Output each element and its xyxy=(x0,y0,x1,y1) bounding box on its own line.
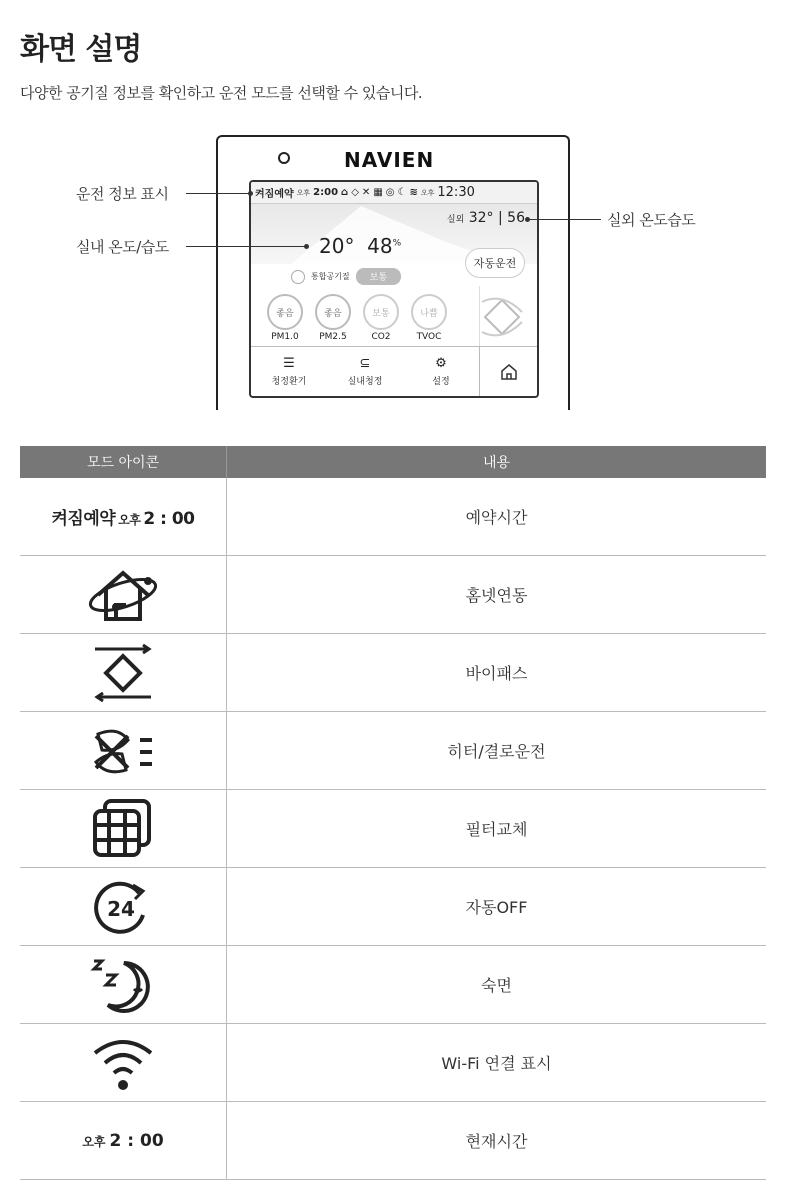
screen-bottom-bar xyxy=(251,346,537,396)
heater-icon xyxy=(88,726,158,776)
row-icon-cell xyxy=(20,946,227,1023)
row-desc: Wi-Fi 연결 표시 xyxy=(441,1054,552,1073)
table-row xyxy=(20,868,766,946)
table-row xyxy=(20,1024,766,1102)
row-icon-cell xyxy=(20,868,227,945)
row-desc: 예약시간 xyxy=(465,508,528,527)
device-brand: NAVIEN xyxy=(344,148,435,172)
wifi-icon: ≋ xyxy=(409,187,418,198)
table-header xyxy=(20,446,766,478)
filter-icon xyxy=(91,797,155,861)
outdoor-sep: | xyxy=(498,210,503,226)
purify-label: 실내청정 xyxy=(347,376,383,387)
table-row xyxy=(20,712,766,790)
clock-label xyxy=(82,1131,163,1151)
air-quality-row xyxy=(291,268,401,285)
purify-icon: ⊆ xyxy=(359,355,371,371)
clock-text xyxy=(20,1102,227,1179)
sensor-name: PM2.5 xyxy=(319,332,347,342)
callout-outdoor-line xyxy=(527,219,601,220)
row-desc: 바이패스 xyxy=(465,664,528,683)
outdoor-readout xyxy=(447,210,525,226)
sensor-state: 나쁨 xyxy=(411,294,447,330)
settings-button[interactable] xyxy=(403,347,479,396)
callout-indoor: 실내 온도/습도 xyxy=(76,238,169,256)
auto-off-icon: ◎ xyxy=(385,187,395,198)
indoor-unit: % xyxy=(392,238,402,249)
row-desc: 숙면 xyxy=(481,976,512,995)
purify-button[interactable] xyxy=(327,347,403,396)
sensor-pm10 xyxy=(267,294,303,342)
outdoor-label: 실외 xyxy=(446,215,465,225)
status-ampm: 오후 xyxy=(296,188,311,197)
air-quality-badge: 보통 xyxy=(356,268,401,285)
sensor-co2 xyxy=(363,294,399,342)
sleep-icon xyxy=(88,955,158,1015)
row-icon-cell xyxy=(20,1024,227,1101)
status-bar xyxy=(251,182,537,204)
outdoor-temp: 32° xyxy=(468,210,494,226)
settings-label: 설정 xyxy=(432,376,450,387)
heater-icon: ✕ xyxy=(361,187,371,198)
air-quality-icon xyxy=(291,270,305,284)
callout-indoor-line xyxy=(186,246,306,247)
device-screen xyxy=(249,180,539,398)
row-desc: 현재시간 xyxy=(465,1132,528,1151)
table-row xyxy=(20,790,766,868)
row-desc: 자동OFF xyxy=(465,898,528,917)
callout-status-line xyxy=(186,193,250,194)
clock-time: 2 : 00 xyxy=(109,1130,164,1151)
bypass-icon: ◇ xyxy=(351,187,359,198)
indoor-readout xyxy=(319,234,401,258)
page-title: 화면 설명 xyxy=(20,32,142,67)
status-reservation: 켜짐예약 xyxy=(255,189,294,200)
device-sensor-dot xyxy=(278,152,290,164)
callout-outdoor: 실외 온도습도 xyxy=(607,211,696,229)
status-clock-ampm: 오후 xyxy=(420,188,435,197)
indoor-temp: 20° xyxy=(319,234,355,258)
home-icon xyxy=(499,362,519,382)
auto-off-24-icon xyxy=(93,879,153,935)
sensor-state: 보통 xyxy=(363,294,399,330)
outdoor-humidity: 56 xyxy=(507,210,525,226)
table-row xyxy=(20,946,766,1024)
reservation-time: 2 : 00 xyxy=(143,509,195,529)
row-icon-cell xyxy=(20,790,227,867)
reservation-label xyxy=(51,504,194,529)
callout-status: 운전 정보 표시 xyxy=(76,185,169,203)
reservation-main: 켜짐예약 xyxy=(51,509,116,529)
sensor-state: 좋음 xyxy=(315,294,351,330)
callout-status-dot xyxy=(248,191,253,196)
table-row xyxy=(20,1102,766,1180)
row-icon-cell xyxy=(20,556,227,633)
ventilation-icon: ☰ xyxy=(283,355,295,371)
row-desc: 홈넷연동 xyxy=(465,586,528,605)
sensor-name: PM1.0 xyxy=(271,332,299,342)
table-row xyxy=(20,478,766,556)
page-subtitle: 다양한 공기질 정보를 확인하고 운전 모드를 선택할 수 있습니다. xyxy=(20,84,423,102)
fan-mode-icon[interactable] xyxy=(477,292,527,342)
indoor-humidity: 48 xyxy=(367,234,393,258)
ventilation-label: 청정환기 xyxy=(271,376,307,387)
table-row xyxy=(20,556,766,634)
filter-icon: ▦ xyxy=(373,187,383,198)
device-illustration xyxy=(216,135,570,410)
clock-ampm: 오후 xyxy=(82,1134,106,1149)
sensor-tvoc xyxy=(411,294,447,342)
row-desc: 히터/결로운전 xyxy=(447,742,546,761)
reservation-ampm: 오후 xyxy=(118,513,141,527)
sleep-icon: ☾ xyxy=(397,187,407,198)
reservation-text xyxy=(20,478,227,555)
home-button[interactable] xyxy=(479,347,537,396)
bypass-icon xyxy=(91,643,155,703)
status-res-time: 2:00 xyxy=(313,187,339,198)
sensor-state: 좋음 xyxy=(267,294,303,330)
mode-icon-table xyxy=(20,446,766,1180)
sensor-name: CO2 xyxy=(371,332,391,342)
row-icon-cell xyxy=(20,634,227,711)
status-clock: 12:30 xyxy=(437,185,475,200)
auto-off-number: 24 xyxy=(107,896,135,921)
ventilation-button[interactable] xyxy=(251,347,327,396)
air-quality-label: 통합공기질 xyxy=(311,272,350,281)
home-link-icon xyxy=(88,565,158,625)
table-header-desc: 내용 xyxy=(482,455,511,471)
gear-icon: ⚙ xyxy=(435,355,447,371)
callout-indoor-dot xyxy=(304,244,309,249)
auto-mode-button[interactable]: 자동운전 xyxy=(465,248,525,278)
callout-outdoor-dot xyxy=(525,217,530,222)
home-link-icon: ⌂ xyxy=(341,187,349,198)
table-header-icon: 모드 아이콘 xyxy=(20,446,227,478)
sensor-list xyxy=(267,294,447,342)
row-icon-cell xyxy=(20,712,227,789)
row-desc: 필터교체 xyxy=(465,820,528,839)
sensor-name: TVOC xyxy=(416,332,442,342)
table-row xyxy=(20,634,766,712)
sensor-pm25 xyxy=(315,294,351,342)
wifi-icon xyxy=(91,1035,155,1091)
